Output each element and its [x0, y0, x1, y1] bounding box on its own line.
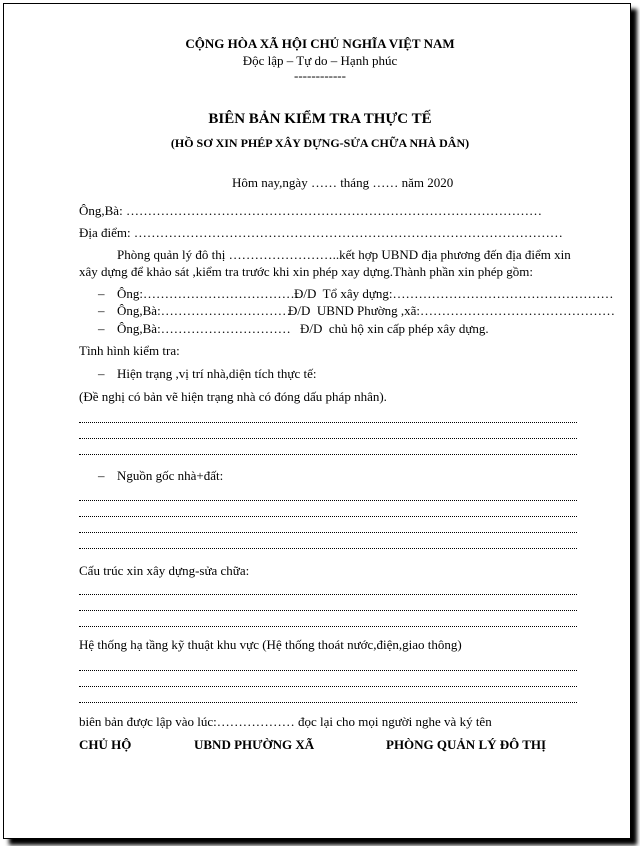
dotted-line	[79, 438, 577, 439]
dotted-line	[79, 702, 577, 703]
closing-line: biên bản được lập vào lúc:……………… đọc lại cho mọi người nghe và ký tên	[79, 714, 492, 729]
member-2-name: Ông,Bà:…………………………	[117, 303, 294, 318]
dotted-line	[79, 532, 577, 533]
dotted-line	[79, 670, 577, 671]
signature-ward: UBND PHƯỜNG XÃ	[194, 737, 315, 752]
signature-office: PHÒNG QUẢN LÝ ĐÔ THỊ	[386, 737, 547, 752]
inspection-heading: Tình hình kiểm tra:	[79, 343, 180, 358]
bullet-dash: –	[98, 366, 105, 381]
signature-owner: CHỦ HỘ	[79, 737, 132, 752]
intro-line-2: xây dựng để khảo sát ,kiểm tra trước khi xin phép xay dựng.Thành phần xin phép gồm:	[79, 264, 534, 279]
bullet-dash: –	[98, 286, 105, 301]
member-1-role: Đ/D Tổ xây dựng:……………………………………………	[294, 286, 614, 301]
dotted-line	[79, 610, 577, 611]
dotted-line	[79, 454, 577, 455]
infrastructure-heading: Hệ thống hạ tầng kỹ thuật khu vực (Hệ thống thoát nước,điện,giao thông)	[79, 637, 462, 652]
current-state-heading: Hiện trạng ,vị trí nhà,diện tích thực tế:	[117, 366, 317, 381]
origin-heading: Nguồn gốc nhà+đất:	[117, 468, 224, 483]
bullet-dash: –	[98, 321, 105, 336]
person-field: Ông,Bà: ……………………………………………………………………………………	[79, 203, 542, 218]
national-title: CỘNG HÒA XÃ HỘI CHỦ NGHĨA VIỆT NAM	[185, 36, 455, 51]
document-subtitle: (HỒ SƠ XIN PHÉP XÂY DỰNG-SỬA CHỮA NHÀ DÂN)	[170, 136, 470, 150]
motto: Độc lập – Tự do – Hạnh phúc	[242, 53, 398, 68]
date-line: Hôm nay,ngày …… tháng …… năm 2020	[232, 175, 454, 190]
dotted-line	[79, 516, 577, 517]
intro-line-1: Phòng quản lý đô thị ……………………..kết hợp UBND địa phương đến địa điểm xin	[117, 247, 571, 262]
drawing-note: (Đề nghị có bản vẽ hiện trạng nhà có đóng dấu pháp nhân).	[79, 389, 387, 404]
member-2-role: Đ/D UBND Phường ,xã:………………………………………	[288, 303, 616, 318]
member-3-name: Ông,Bà:…………………………	[117, 321, 294, 336]
member-1-name: Ông:………………………………	[117, 286, 303, 301]
header-separator: ------------	[294, 68, 346, 83]
dotted-line	[79, 626, 577, 627]
member-3-role: Đ/D chủ hộ xin cấp phép xây dựng.	[300, 321, 489, 336]
location-field: Địa điểm: ………………………………………………………………………………………	[79, 225, 563, 240]
document-title: BIÊN BẢN KIỂM TRA THỰC TẾ	[208, 111, 432, 127]
structure-heading: Cấu trúc xin xây dựng-sửa chữa:	[79, 563, 250, 578]
dotted-line	[79, 500, 577, 501]
dotted-line	[79, 548, 577, 549]
dotted-line	[79, 594, 577, 595]
bullet-dash: –	[98, 303, 105, 318]
dotted-line	[79, 422, 577, 423]
dotted-line	[79, 686, 577, 687]
bullet-dash: –	[98, 468, 105, 483]
